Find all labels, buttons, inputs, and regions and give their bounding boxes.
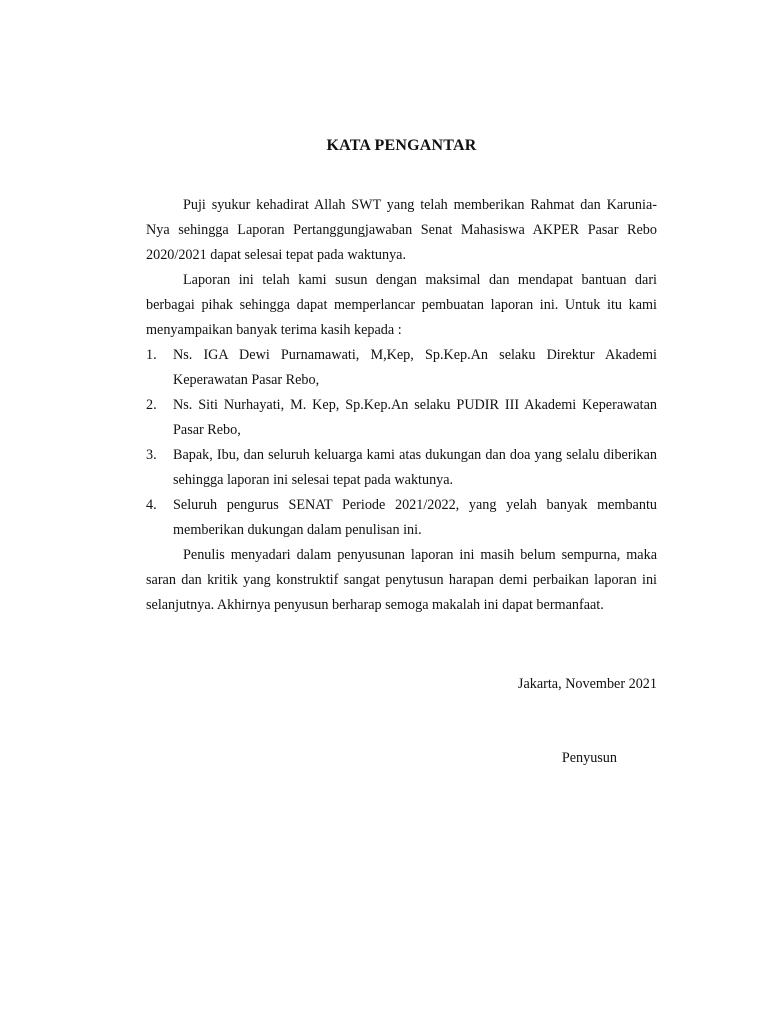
list-item [146, 393, 657, 443]
list-item [146, 493, 657, 543]
list-item-text: Ns. Siti Nurhayati, M. Kep, Sp.Kep.An selaku PUDIR III Akademi Keperawatan Pasar Rebo, [173, 397, 657, 438]
paragraph-thanks: Laporan ini telah kami susun dengan maksimal dan mendapat bantuan dari berbagai pihak sehingga dapat memperlancar pembuatan laporan ini. Untuk itu kami menyampaikan banyak terima kasih kepada : [146, 272, 657, 338]
paragraph-closing: Penulis menyadari dalam penyusunan laporan ini masih belum sempurna, maka saran dan kritik yang konstruktif sangat penytusun harapan demi perbaikan laporan ini selanjutnya. Akhirnya penyusun berharap semoga makalah ini dapat bermanfaat. [146, 547, 657, 613]
thanks-list [146, 343, 657, 543]
paragraph-intro: Puji syukur kehadirat Allah SWT yang telah memberikan Rahmat dan Karunia-Nya sehingga Laporan Pertanggungjawaban Senat Mahasiswa AKPER Pasar Rebo 2020/2021 dapat selesai tepat pada waktunya. [146, 197, 657, 263]
closing-place-date: Jakarta, November 2021 [517, 676, 657, 692]
list-item [146, 343, 657, 393]
list-item-number: 2. [146, 397, 157, 413]
list-item-number: 4. [146, 497, 157, 513]
page-title: KATA PENGANTAR [326, 137, 477, 154]
list-item-text: Ns. IGA Dewi Purnamawati, M,Kep, Sp.Kep.An selaku Direktur Akademi Keperawatan Pasar Rebo, [173, 347, 657, 388]
list-item-number: 3. [146, 447, 157, 463]
closing-signature: Penyusun [561, 750, 617, 766]
list-item-text: Bapak, Ibu, dan seluruh keluarga kami atas dukungan dan doa yang selalu diberikan sehingga laporan ini selesai tepat pada waktunya. [173, 447, 657, 488]
document-body [146, 193, 657, 618]
list-item-text: Seluruh pengurus SENAT Periode 2021/2022, yang yelah banyak membantu memberikan dukungan dalam penulisan ini. [173, 497, 657, 538]
list-item-number: 1. [146, 347, 157, 363]
list-item [146, 443, 657, 493]
